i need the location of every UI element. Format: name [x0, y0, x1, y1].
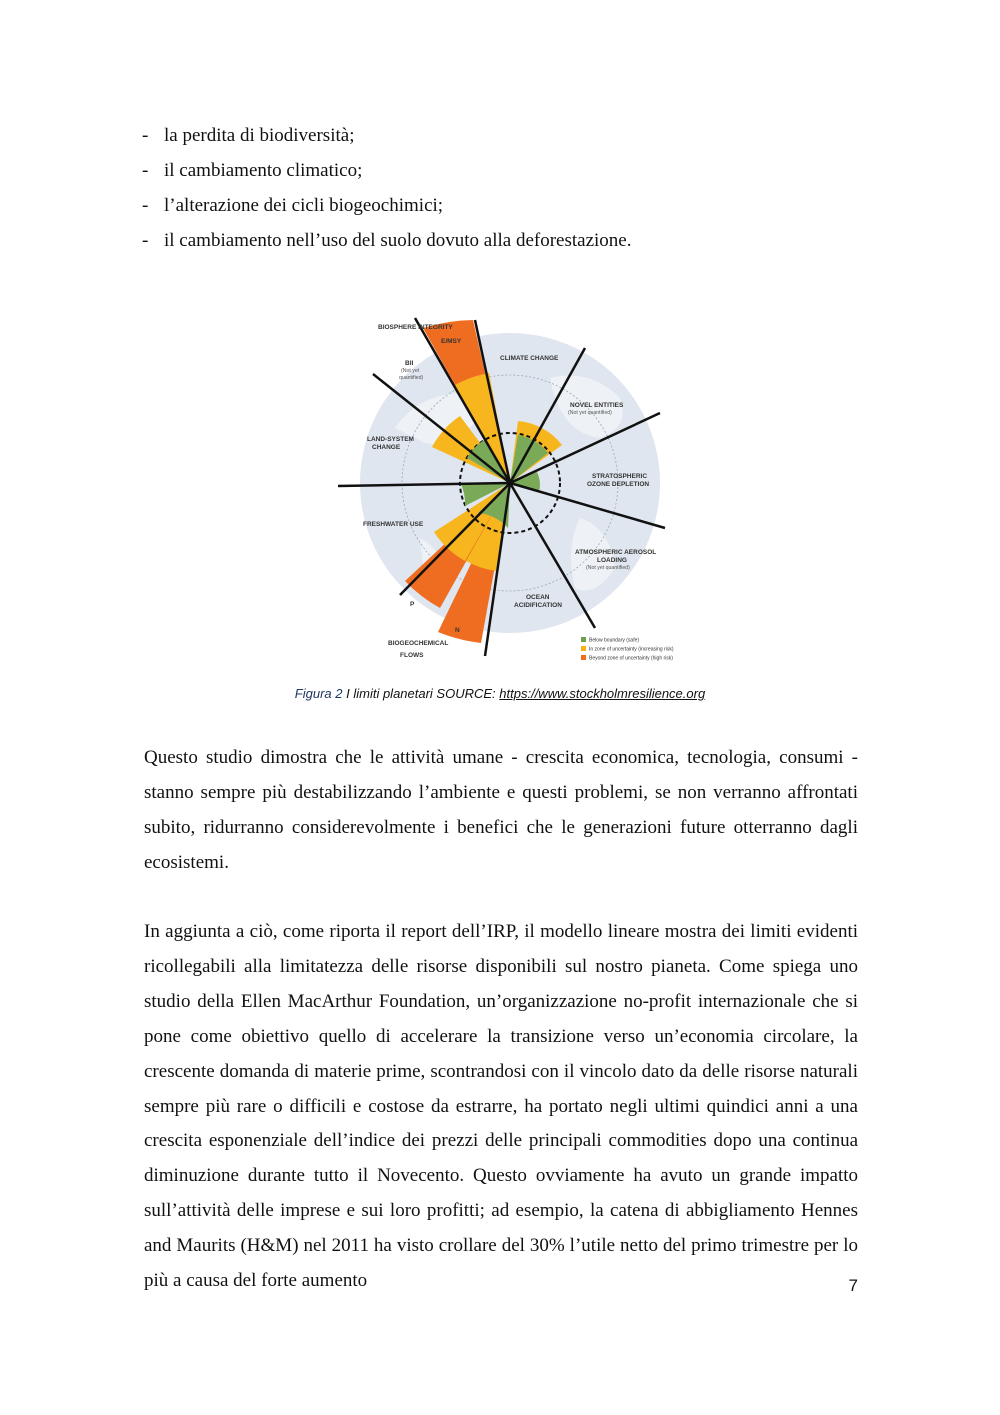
label-bii-note-1: (Not yet: [401, 368, 420, 374]
caption-figure-label: Figura 2: [294, 686, 343, 701]
bullet-marker: -: [142, 125, 149, 146]
label-bii-note-2: quantified): [399, 375, 424, 381]
page-number: 7: [848, 1276, 858, 1295]
caption-title: I limiti planetari SOURCE:: [346, 686, 500, 701]
label-biogeo-2: FLOWS: [400, 652, 424, 659]
label-climate: CLIMATE CHANGE: [500, 355, 559, 362]
bullet-text: il cambiamento nell’uso del suolo dovuto alla deforestazione.: [164, 230, 632, 251]
label-n: N: [455, 627, 460, 634]
bullet-item: [142, 223, 862, 258]
label-land-1: LAND-SYSTEM: [367, 436, 414, 443]
label-aerosol-1: ATMOSPHERIC AEROSOL: [575, 549, 657, 556]
label-biosphere: BIOSPHERE INTEGRITY: [378, 324, 453, 331]
planetary-boundaries-figure: [300, 308, 700, 670]
label-aerosol-note: (Not yet quantified): [586, 565, 630, 571]
legend-label-safe: Below boundary (safe): [589, 637, 640, 644]
legend-swatch-uncertain: [581, 646, 586, 651]
label-ocean-1: OCEAN: [526, 594, 550, 601]
caption-source-link[interactable]: https://www.stockholmresilience.org: [499, 686, 706, 701]
bullet-marker: -: [142, 160, 149, 181]
label-biogeo-1: BIOGEOCHEMICAL: [388, 640, 449, 647]
label-ocean-2: ACIDIFICATION: [514, 602, 562, 609]
bullet-text: il cambiamento climatico;: [164, 160, 363, 181]
label-emsy: E/MSY: [441, 338, 462, 345]
bullet-list: [142, 118, 862, 258]
label-bii: BII: [405, 360, 414, 367]
label-land-2: CHANGE: [372, 444, 401, 451]
planetary-boundaries-diagram: [300, 308, 700, 670]
bullet-item: [142, 153, 862, 188]
label-aerosol-2: LOADING: [597, 557, 627, 564]
label-ozone-1: STRATOSPHERIC: [592, 473, 648, 480]
legend-label-uncertain: In zone of uncertainty (increasing risk): [589, 646, 674, 653]
bullet-item: [142, 118, 862, 153]
bullet-text: l’alterazione dei cicli biogeochimici;: [164, 195, 444, 216]
label-p: P: [410, 601, 415, 608]
figure-caption: [0, 686, 1000, 701]
legend-swatch-high: [581, 655, 586, 660]
legend-label-high: Beyond zone of uncertainty (high risk): [589, 655, 673, 662]
legend-swatch-safe: [581, 637, 586, 642]
body-paragraph: Questo studio dimostra che le attività umane - crescita economica, tecnologia, consumi - stanno sempre più destabilizzando l’ambiente e questi problemi, se non verranno affrontati subito, ridurranno considerevolmente i benefici che le generazioni future otterranno dagli ecosistemi.: [144, 747, 858, 873]
label-novel-note: (Not yet quantified): [568, 410, 612, 416]
body-paragraph: In aggiunta a ciò, come riporta il report dell’IRP, il modello lineare mostra dei limiti evidenti ricollegabili alla limitatezza delle risorse disponibili sul nostro pianeta. Come spiega uno studio della Ellen MacArthur Foundation, un’organizzazione no-profit internazionale che si pone come obiettivo quello di accelerare la transizione verso un’economia circolare, la crescente domanda di materie prime, scontrandosi con il vincolo dato da delle risorse naturali sempre più rare o difficili e costose da estrarre, ha portato negli ultimi quindici anni a una crescita esponenziale dell’indice dei prezzi delle principali commodities dopo una continua diminuzione durante tutto il Novecento. Questo ovviamente ha avuto un grande impatto sull’attività delle imprese e sui loro profitti; ad esempio, la catena di abbigliamento Hennes and Maurits (H&M) nel 2011 ha visto crollare del 30% l’utile netto del primo trimestre per lo più a causa del forte aumento: [144, 921, 858, 1292]
label-ozone-2: OZONE DEPLETION: [587, 481, 650, 488]
bullet-marker: -: [142, 230, 149, 251]
bullet-item: [142, 188, 862, 223]
bullet-text: la perdita di biodiversità;: [164, 125, 355, 146]
label-freshwater: FRESHWATER USE: [363, 521, 424, 528]
label-novel: NOVEL ENTITIES: [570, 402, 624, 409]
bullet-marker: -: [142, 195, 149, 216]
